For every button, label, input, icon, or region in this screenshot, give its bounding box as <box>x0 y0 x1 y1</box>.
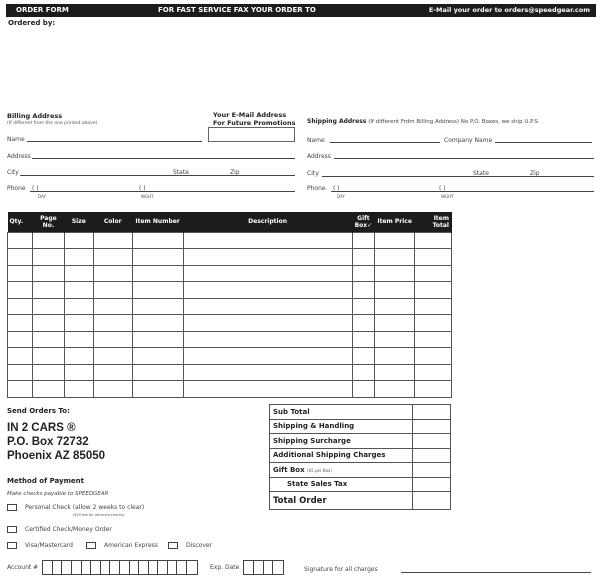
signature-field[interactable] <box>401 572 591 573</box>
table-cell[interactable] <box>64 265 93 282</box>
totals-table <box>269 404 451 510</box>
visa-label: Visa/Mastercard <box>25 542 73 549</box>
table-cell[interactable] <box>183 232 352 249</box>
col-gift-box: Gift Box✓ <box>352 212 375 232</box>
day-label: DAY <box>337 194 345 199</box>
paren: ( ) <box>139 185 146 192</box>
digit-box[interactable] <box>168 561 178 574</box>
table-cell[interactable] <box>132 381 183 398</box>
shipping-header <box>307 118 540 125</box>
digit-box[interactable] <box>62 561 72 574</box>
billing-zip-label: Zip <box>230 169 240 176</box>
ordered-by-label: Ordered by: <box>8 19 56 27</box>
totals-row <box>270 405 451 420</box>
col-size: Size <box>64 212 93 232</box>
table-cell[interactable] <box>8 348 33 365</box>
account-label: Account # <box>7 564 39 571</box>
surcharge-label: Shipping Surcharge <box>270 434 413 449</box>
shipping-zip-label: Zip <box>530 170 540 177</box>
totals-row <box>270 419 451 434</box>
discover-label: Discover <box>186 542 213 549</box>
company-label: Company Name <box>444 137 493 144</box>
table-cell[interactable] <box>375 298 415 315</box>
billing-address-label: Address <box>7 153 31 160</box>
address-line: IN 2 CARS ® <box>7 422 76 434</box>
col-color: Color <box>93 212 132 232</box>
digit-box[interactable] <box>139 561 149 574</box>
billing-title: Billing Address <box>7 112 63 120</box>
table-cell[interactable] <box>132 232 183 249</box>
totals-row <box>270 492 451 510</box>
billing-city-label: City <box>7 169 19 176</box>
table-row <box>8 282 452 299</box>
table-cell[interactable] <box>8 315 33 332</box>
table-row <box>8 315 452 332</box>
table-cell[interactable] <box>132 265 183 282</box>
col-qty: Qty. <box>8 212 33 232</box>
table-cell[interactable] <box>8 381 33 398</box>
table-cell[interactable] <box>375 232 415 249</box>
table-cell[interactable] <box>352 249 375 266</box>
table-cell[interactable] <box>32 315 64 332</box>
table-cell[interactable] <box>375 265 415 282</box>
shipping-address-label: Address <box>307 153 331 160</box>
table-cell[interactable] <box>32 282 64 299</box>
table-cell[interactable] <box>183 348 352 365</box>
table-cell[interactable] <box>183 282 352 299</box>
table-cell[interactable] <box>8 298 33 315</box>
shipping-value[interactable] <box>413 419 451 434</box>
table-cell[interactable] <box>375 249 415 266</box>
digit-box[interactable] <box>149 561 159 574</box>
table-cell[interactable] <box>93 364 132 381</box>
table-cell[interactable] <box>93 315 132 332</box>
table-cell[interactable] <box>132 331 183 348</box>
amex-label: American Express <box>104 542 158 549</box>
billing-city-field[interactable] <box>20 175 295 176</box>
col-page: Page No. <box>32 212 64 232</box>
payment-title: Method of Payment <box>7 477 84 485</box>
digit-box[interactable] <box>82 561 92 574</box>
visa-checkbox[interactable] <box>7 542 17 549</box>
billing-phone-label: Phone <box>7 185 26 192</box>
personal-check-checkbox[interactable] <box>7 504 17 511</box>
table-row <box>8 381 452 398</box>
paren: ( ) <box>32 185 39 192</box>
discover-checkbox[interactable] <box>168 542 178 549</box>
table-cell[interactable] <box>64 348 93 365</box>
night-label: NIGHT <box>141 194 154 199</box>
table-cell[interactable] <box>64 364 93 381</box>
table-cell[interactable] <box>415 364 452 381</box>
day-label: DAY <box>38 194 46 199</box>
table-cell[interactable] <box>93 232 132 249</box>
shipping-city-label: City <box>307 170 319 177</box>
gift-box-note: ($5 per Box) <box>307 467 332 473</box>
table-row <box>8 348 452 365</box>
digit-box[interactable] <box>130 561 140 574</box>
totals-row <box>270 434 451 449</box>
table-cell[interactable] <box>93 298 132 315</box>
table-cell[interactable] <box>8 265 33 282</box>
table-cell[interactable] <box>352 298 375 315</box>
table-cell[interactable] <box>132 298 183 315</box>
table-cell[interactable] <box>375 315 415 332</box>
table-cell[interactable] <box>93 265 132 282</box>
table-row <box>8 249 452 266</box>
table-cell[interactable] <box>352 282 375 299</box>
table-row <box>8 265 452 282</box>
table-cell[interactable] <box>183 364 352 381</box>
table-cell[interactable] <box>415 282 452 299</box>
table-cell[interactable] <box>32 298 64 315</box>
billing-subtitle: (If different from the one printed above) <box>7 121 98 126</box>
table-cell[interactable] <box>32 265 64 282</box>
table-cell[interactable] <box>93 381 132 398</box>
total-label: Total Order <box>270 492 413 510</box>
exp-date-label: Exp. Date <box>210 564 240 571</box>
sub-total-label: Sub Total <box>270 405 413 420</box>
table-cell[interactable] <box>375 364 415 381</box>
tax-value[interactable] <box>413 477 451 492</box>
table-cell[interactable] <box>64 331 93 348</box>
table-cell[interactable] <box>375 282 415 299</box>
table-cell[interactable] <box>415 331 452 348</box>
total-value[interactable] <box>413 492 451 510</box>
table-cell[interactable] <box>352 232 375 249</box>
table-cell[interactable] <box>32 364 64 381</box>
amex-checkbox[interactable] <box>86 542 96 549</box>
digit-box[interactable] <box>53 561 63 574</box>
digit-box[interactable] <box>273 561 283 574</box>
table-cell[interactable] <box>93 331 132 348</box>
table-cell[interactable] <box>375 381 415 398</box>
table-cell[interactable] <box>415 265 452 282</box>
shipping-label: Shipping & Handling <box>270 419 413 434</box>
col-description: Description <box>183 212 352 232</box>
payable-text: Make checks payable to SPEEDGEAR <box>7 491 109 497</box>
surcharge-value[interactable] <box>413 434 451 449</box>
table-cell[interactable] <box>32 348 64 365</box>
digit-box[interactable] <box>72 561 82 574</box>
table-cell[interactable] <box>183 265 352 282</box>
digit-box[interactable] <box>101 561 111 574</box>
table-cell[interactable] <box>183 249 352 266</box>
totals-row <box>270 463 451 478</box>
table-cell[interactable] <box>8 331 33 348</box>
table-cell[interactable] <box>415 249 452 266</box>
billing-state-label: State <box>173 169 189 176</box>
signature-label: Signature for all charges <box>304 566 378 573</box>
col-item-total: Item Total <box>415 212 452 232</box>
table-cell[interactable] <box>64 315 93 332</box>
shipping-city-field[interactable] <box>322 176 594 177</box>
paren: ( ) <box>333 185 340 192</box>
email-line1: Your E-Mail Address <box>213 111 287 119</box>
billing-address-field[interactable] <box>32 158 295 159</box>
table-cell[interactable] <box>352 331 375 348</box>
table-cell[interactable] <box>93 282 132 299</box>
digit-box[interactable] <box>244 561 254 574</box>
table-cell[interactable] <box>8 249 33 266</box>
email-input[interactable] <box>208 127 295 142</box>
table-cell[interactable] <box>183 381 352 398</box>
totals-row <box>270 477 451 492</box>
shipping-phone-field[interactable] <box>331 191 594 192</box>
table-row <box>8 364 452 381</box>
billing-name-label: Name <box>7 136 25 143</box>
table-cell[interactable] <box>32 331 64 348</box>
gift-box-text: Gift Box <box>273 465 305 474</box>
digit-box[interactable] <box>187 561 197 574</box>
shipping-title: Shipping Address <box>307 118 367 125</box>
table-cell[interactable] <box>415 298 452 315</box>
shipping-phone-label: Phone <box>307 185 326 192</box>
shipping-subtitle: (If different Frdm Billing Address) No P.O. Boxes, we ship U.P.S. <box>368 119 540 125</box>
returned-check-note: ($20 fee for returned checks) <box>73 513 125 517</box>
table-cell[interactable] <box>93 348 132 365</box>
personal-check-label: Personal Check (allow 2 weeks to clear) <box>25 504 145 511</box>
digit-box[interactable] <box>91 561 101 574</box>
table-cell[interactable] <box>32 249 64 266</box>
digit-box[interactable] <box>158 561 168 574</box>
table-cell[interactable] <box>132 364 183 381</box>
table-cell[interactable] <box>183 315 352 332</box>
digit-box[interactable] <box>43 561 53 574</box>
table-row <box>8 298 452 315</box>
table-cell[interactable] <box>32 381 64 398</box>
table-cell[interactable] <box>375 331 415 348</box>
table-cell[interactable] <box>415 315 452 332</box>
night-label: NIGHT <box>441 194 454 199</box>
table-cell[interactable] <box>132 282 183 299</box>
billing-phone-field[interactable] <box>30 191 295 192</box>
certified-check-label: Certified Check/Money Order <box>25 526 112 533</box>
table-cell[interactable] <box>32 232 64 249</box>
exp-date-input[interactable] <box>243 560 283 575</box>
paren: ( ) <box>439 185 446 192</box>
email-promo-label <box>213 111 295 127</box>
table-cell[interactable] <box>415 232 452 249</box>
table-cell[interactable] <box>93 249 132 266</box>
table-row <box>8 331 452 348</box>
account-number-input[interactable] <box>42 560 198 575</box>
billing-name-field[interactable] <box>27 141 202 142</box>
additional-label: Additional Shipping Charges <box>270 448 413 463</box>
gift-box-label <box>270 463 413 478</box>
email-line2: For Future Promotions <box>213 119 296 127</box>
table-cell[interactable] <box>64 298 93 315</box>
shipping-address-field[interactable] <box>334 158 594 159</box>
send-to-address <box>7 421 105 463</box>
digit-box[interactable] <box>264 561 274 574</box>
header-bar <box>6 4 596 17</box>
table-cell[interactable] <box>8 364 33 381</box>
digit-box[interactable] <box>254 561 264 574</box>
company-field[interactable] <box>495 142 592 143</box>
table-cell[interactable] <box>352 348 375 365</box>
col-item-price: Item Price <box>375 212 415 232</box>
table-cell[interactable] <box>352 381 375 398</box>
table-cell[interactable] <box>415 381 452 398</box>
fax-text: FOR FAST SERVICE FAX YOUR ORDER TO <box>158 6 316 14</box>
items-table <box>7 212 452 398</box>
sub-total-value[interactable] <box>413 405 451 420</box>
digit-box[interactable] <box>110 561 120 574</box>
table-cell[interactable] <box>64 232 93 249</box>
table-cell[interactable] <box>132 348 183 365</box>
table-cell[interactable] <box>415 348 452 365</box>
tax-label: State Sales Tax <box>270 477 413 492</box>
shipping-name-field[interactable] <box>330 142 440 143</box>
table-cell[interactable] <box>8 232 33 249</box>
additional-value[interactable] <box>413 448 451 463</box>
table-row <box>8 232 452 249</box>
table-cell[interactable] <box>352 364 375 381</box>
shipping-name-label: Name <box>307 137 325 144</box>
table-cell[interactable] <box>132 315 183 332</box>
table-cell[interactable] <box>352 265 375 282</box>
gift-box-value[interactable] <box>413 463 451 478</box>
table-cell[interactable] <box>375 348 415 365</box>
email-text: E-Mail your order to orders@speedgear.com <box>428 6 590 14</box>
table-cell[interactable] <box>64 249 93 266</box>
table-cell[interactable] <box>183 331 352 348</box>
totals-row <box>270 448 451 463</box>
table-cell[interactable] <box>8 282 33 299</box>
table-cell[interactable] <box>64 381 93 398</box>
table-cell[interactable] <box>64 282 93 299</box>
table-cell[interactable] <box>132 249 183 266</box>
form-title: ORDER FORM <box>16 6 69 14</box>
send-to-title: Send Orders To: <box>7 407 70 415</box>
table-cell[interactable] <box>352 315 375 332</box>
certified-check-checkbox[interactable] <box>7 526 17 533</box>
address-line: P.O. Box 72732 <box>7 436 89 448</box>
digit-box[interactable] <box>120 561 130 574</box>
digit-box[interactable] <box>177 561 187 574</box>
items-header <box>8 212 452 232</box>
col-item-number: Item Number <box>132 212 183 232</box>
shipping-state-label: State <box>473 170 489 177</box>
address-line: Phoenix AZ 85050 <box>7 450 106 462</box>
table-cell[interactable] <box>183 298 352 315</box>
